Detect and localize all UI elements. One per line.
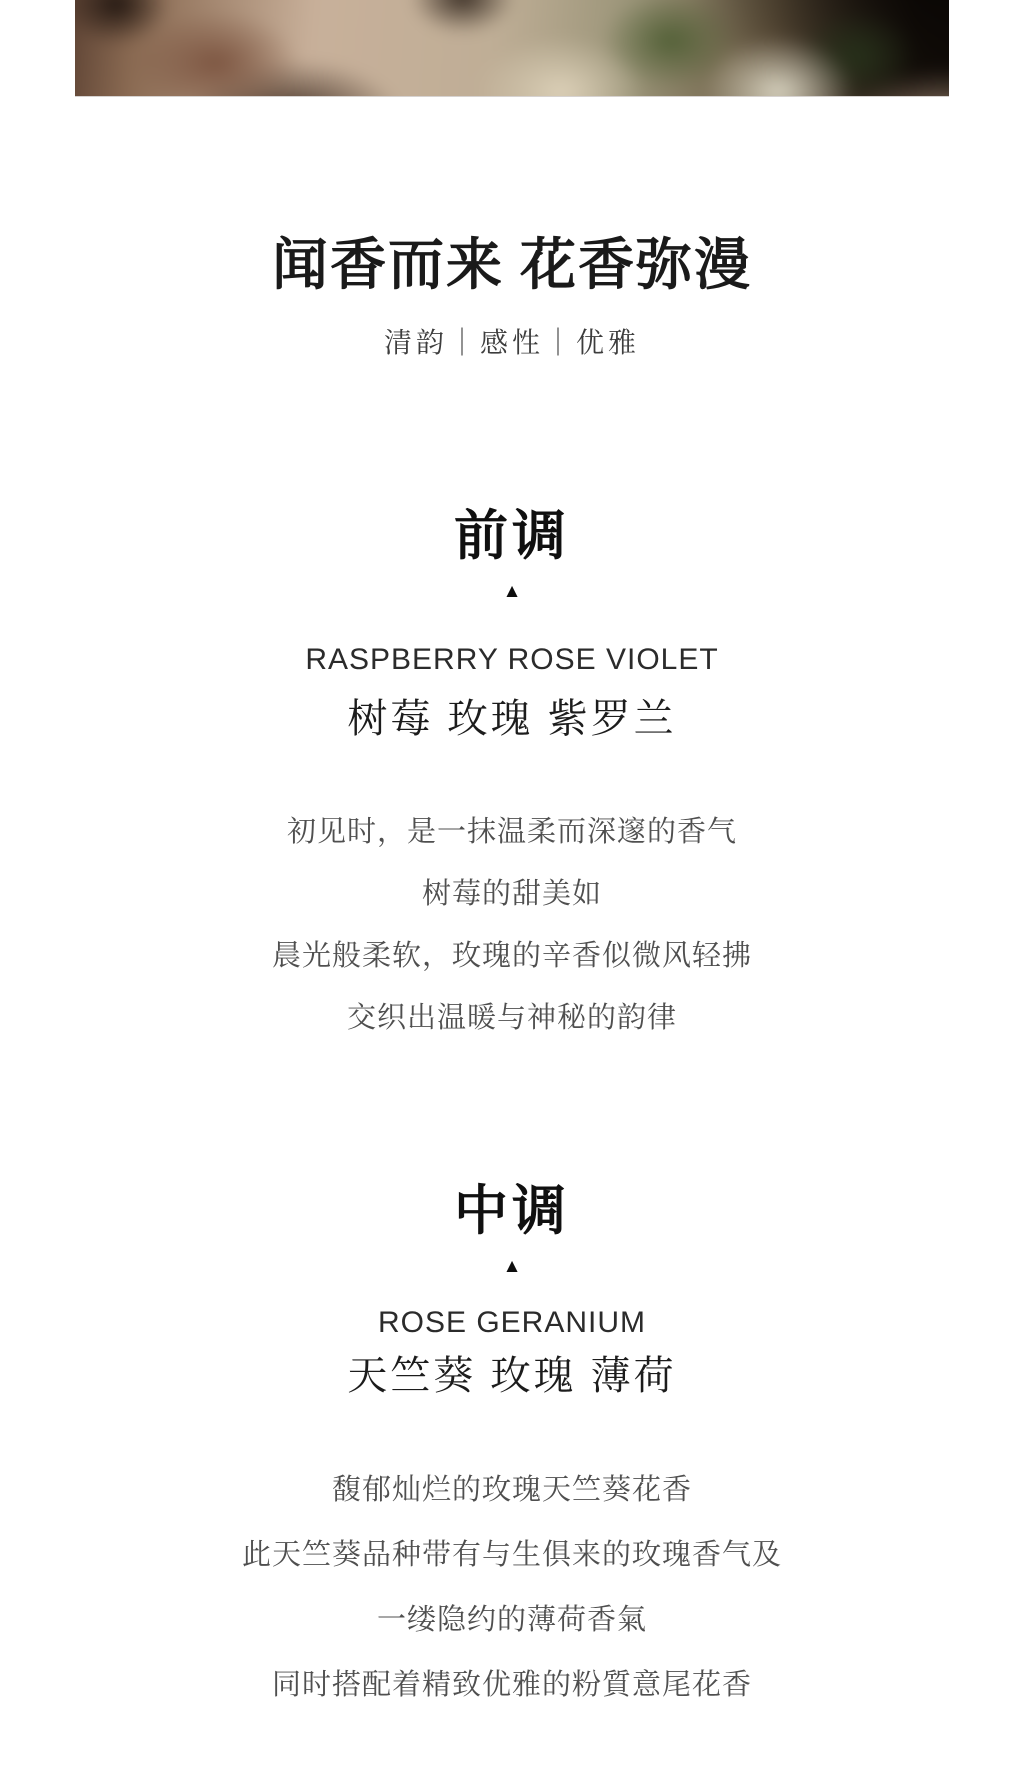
- section-top-notes: [0, 505, 1024, 1049]
- description-line: 交织出温暖与神秘的韵律: [346, 1002, 677, 1034]
- triangle-up-icon: ▲: [502, 1256, 522, 1277]
- description-line: 馥郁灿烂的玫瑰天竺葵花香: [331, 1474, 692, 1506]
- middle-notes-chinese: 天竺葵 玫瑰 薄荷: [347, 1354, 677, 1398]
- middle-notes-heading: 中调: [454, 1181, 570, 1241]
- middle-notes-english: ROSE GERANIUM: [377, 1306, 647, 1339]
- section-middle-notes: [0, 1180, 1024, 1718]
- hero-photo-blur: [75, 0, 949, 97]
- description-line: 同时搭配着精致优雅的粉質意尾花香: [271, 1669, 752, 1701]
- description-line: 一缕隐约的薄荷香氣: [376, 1604, 647, 1636]
- middle-notes-description: [0, 1458, 1024, 1718]
- description-line: 晨光般柔软，玫瑰的辛香似微风轻拂: [271, 940, 752, 972]
- page-subtitle: 清韵｜感性｜优雅: [383, 327, 640, 358]
- top-notes-english: RASPBERRY ROSE VIOLET: [305, 643, 719, 676]
- top-notes-heading: 前调: [454, 506, 570, 566]
- description-line: 树莓的甜美如: [421, 878, 602, 910]
- description-line: 初见时，是一抹温柔而深邃的香气: [286, 816, 737, 848]
- top-notes-description: [0, 801, 1024, 1049]
- page-title: 闻香而来 花香弥漫: [272, 235, 752, 297]
- hero-photo: [75, 0, 949, 97]
- description-line: 此天竺葵品种带有与生俱来的玫瑰香气及: [241, 1539, 782, 1571]
- triangle-up-icon: ▲: [502, 581, 522, 602]
- top-notes-chinese: 树莓 玫瑰 紫罗兰: [347, 697, 677, 741]
